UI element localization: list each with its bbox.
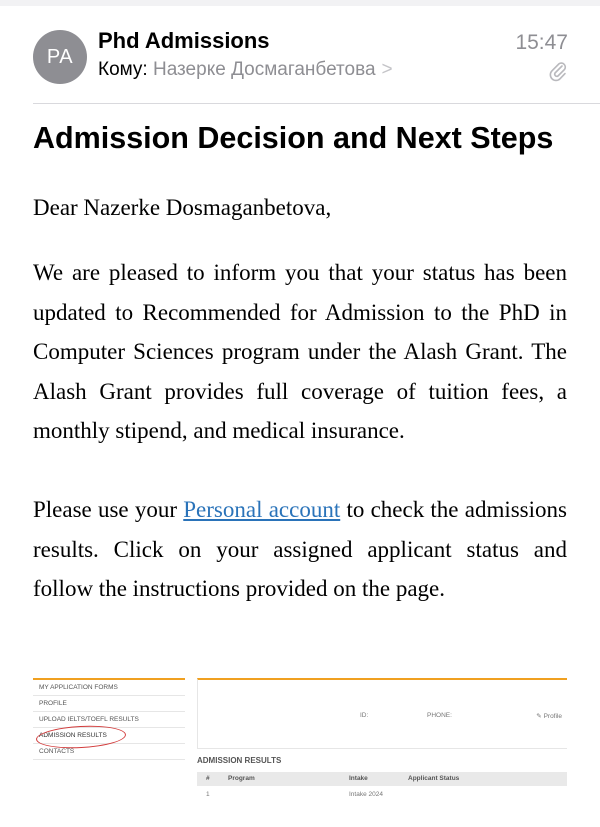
email-subject: Admission Decision and Next Steps (33, 121, 554, 155)
avatar[interactable]: PA (33, 30, 87, 84)
row-number: 1 (206, 791, 210, 798)
greeting: Dear Nazerke Dosmaganbetova, (33, 195, 332, 220)
col-intake: Intake (349, 775, 368, 782)
personal-account-link[interactable]: Personal account (183, 497, 341, 522)
profile-panel (197, 678, 567, 749)
pencil-icon: ✎ (536, 713, 542, 720)
profile-link (536, 712, 562, 720)
menu-item-profile: PROFILE (33, 696, 185, 712)
embedded-screenshot (33, 676, 567, 804)
menu-item-contacts: CONTACTS (33, 744, 185, 760)
paragraph-instructions (33, 490, 567, 609)
col-status: Applicant Status (408, 775, 460, 782)
row-intake: Intake 2024 (349, 791, 383, 798)
results-table-header (197, 772, 567, 786)
applicant-menu (33, 678, 185, 760)
sender-name[interactable]: Phd Admissions (98, 28, 270, 53)
col-program: Program (228, 775, 255, 782)
id-label: ID: (360, 712, 369, 719)
menu-item-admission-results: ADMISSION RESULTS (33, 728, 185, 744)
timestamp: 15:47 (515, 31, 568, 54)
paragraph-text-before: Please use your (33, 497, 184, 522)
paragraph-status: We are pleased to inform you that your status has been updated to Recommended for Admission to the PhD in Computer Sciences program under the Alash Grant. The Alash Grant provides full coverage of tuition fees, a monthly stipend, and medical insurance. (33, 260, 567, 443)
results-title: ADMISSION RESULTS (197, 756, 282, 765)
to-label: Кому: (98, 59, 148, 80)
paragraph-text-after: to check the admissions results. Click on your assigned applicant status and follow the instructions provided on the page. (33, 497, 567, 601)
recipient-name[interactable]: Назерке Досмаганбетова (152, 59, 376, 80)
paperclip-icon (548, 60, 568, 82)
phone-label: PHONE: (427, 712, 452, 719)
recipient-line[interactable] (98, 59, 393, 81)
menu-item-upload-results: UPLOAD IELTS/TOEFL RESULTS (33, 712, 185, 728)
col-num: # (206, 775, 210, 782)
profile-label: Profile (543, 713, 562, 720)
header-divider (33, 103, 600, 104)
chevron-right-icon[interactable]: > (381, 59, 393, 80)
menu-item-application-forms: MY APPLICATION FORMS (33, 680, 185, 696)
top-strip (0, 0, 600, 6)
